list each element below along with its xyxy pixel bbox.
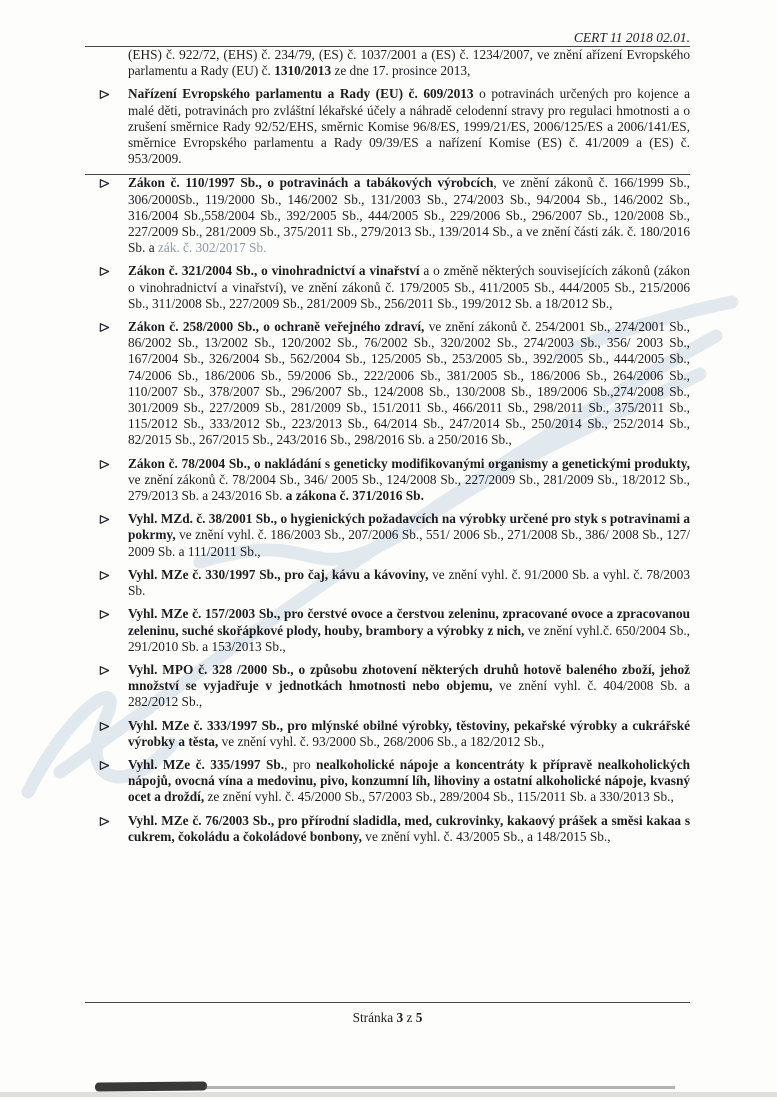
item-text: [128, 757, 690, 806]
page-number: 3: [396, 1010, 404, 1025]
arrow-bullet-icon: [85, 263, 128, 312]
arrow-bullet-icon: [85, 567, 128, 599]
text-run: Vyhl. MZe č. 335/1997 Sb.: [128, 756, 285, 772]
text-run: ve znění vyhl.č. 650/2004 Sb., 291/2010 Sb. a 153/2013 Sb.,: [128, 622, 690, 654]
text-run: , ve znění zákonů č. 166/1999 Sb., 306/2000Sb., 119/2000 Sb., 146/2002 Sb., 131/2003 Sb., 274/2003 Sb., 94/2004 Sb., 146/2002 Sb., 316/2004 Sb.,558/2004 Sb., 392/2005 Sb., 444/2005 Sb., 229/2006 Sb., 296/2007 Sb., 120/2008 Sb., 227/2009 Sb., 281/2009 Sb., 375/2011 Sb., 279/2013 Sb., 139/2014 Sb., a ve znění části zák. č. 180/2016 Sb. a: [128, 175, 690, 256]
item-text: [128, 718, 690, 750]
of-label: z: [406, 1010, 413, 1025]
text-run: Nařízení Evropského parlamentu a Rady (EU) č. 609/2013: [128, 86, 474, 102]
list-item: [85, 606, 690, 655]
list-item: [85, 662, 690, 711]
page-indicator: [85, 1010, 690, 1026]
item-text: [128, 662, 690, 711]
text-run: Vyhl. MZe č. 157/2003 Sb., pro čerstvé ovoce a čerstvou zeleninu, zpracované ovoce a zpracovanou zeleninu, suché skořápkové plody, houby, brambory a výrobky z nich,: [128, 606, 690, 638]
text-run: , pro: [284, 756, 317, 772]
text-run: Vyhl. MPO č. 328 /2000 Sb., o způsobu zhotovení některých druhů hotově baleného zboží, jehož množství se vyjadřuje v jednotkách hmotnosti nebo objemu,: [128, 661, 690, 694]
text-run: Vyhl. MZd. č. 38/2001 Sb., o hygienických požadavcích na výrobky určené pro styk s potravinami a pokrmy,: [128, 511, 690, 543]
page-footer: [85, 1002, 690, 1026]
item-text: [128, 813, 690, 845]
item-text: [128, 175, 690, 256]
text-run: ve znění zákonů č. 78/2004 Sb., 346/ 2005 Sb., 124/2008 Sb., 227/2009 Sb., 281/2009 Sb., 18/2012 Sb., 279/2013 Sb. a 243/2016 Sb.: [128, 471, 690, 504]
text-run: zák. č. 302/2017 Sb.: [157, 240, 267, 256]
item-text: [128, 456, 690, 505]
item-text: [128, 319, 690, 449]
list-item: [85, 456, 690, 505]
scan-artifact-line: [205, 1086, 675, 1089]
text-run: ze znění vyhl. č. 45/2000 Sb., 57/2003 Sb., 289/2004 Sb., 115/2011 Sb. a 330/2013 Sb.,: [204, 789, 674, 805]
list-item: [85, 813, 690, 845]
text-run: ve znění zákonů č. 254/2001 Sb., 274/2001 Sb., 86/2002 Sb., 13/2002 Sb., 120/2002 Sb., 76/2002 Sb., 320/2002 Sb., 274/2003 Sb., 356/ 2003 Sb., 167/2004 Sb., 326/2004 Sb., 562/2004 Sb., 125/2005 Sb., 253/2005 Sb., 392/2005 Sb., 444/2005 Sb., 74/2006 Sb., 186/2006 Sb., 59/2006 Sb., 222/2006 Sb., 381/2005 Sb., 186/2006 Sb., 264/2006 Sb., 110/2007 Sb., 378/2007 Sb., 296/2007 Sb., 124/2008 Sb., 130/2008 Sb., 189/2006 Sb.,274/2008 Sb., 301/2009 Sb., 227/2009 Sb., 281/2009 Sb., 151/2011 Sb., 466/2011 Sb., 298/2011 Sb., 375/2011 Sb., 115/2012 Sb., 333/2012 Sb., 223/2013 Sb., 64/2014 Sb., 247/2014 Sb., 250/2014 Sb., 252/2014 Sb., 82/2015 Sb., 267/2015 Sb., 243/2016 Sb., 298/2016 Sb. a 250/2016 Sb.,: [128, 319, 691, 448]
text-run: (EHS) č. 922/72, (EHS) č. 234/79, (ES) č. 1037/2001 a (ES) č. 1234/2007, ve znění ařízení Evropského parlamentu a Rady (EU) č.: [128, 47, 690, 79]
list-item: [85, 175, 690, 256]
document-body: [85, 0, 690, 852]
total-pages: 5: [415, 1010, 423, 1025]
scan-edge: [0, 1092, 777, 1097]
text-run: a o změně některých souvisejících zákonů (zákon o vinohradnictví a vinařství), ve znění zákonů č. 179/2005 Sb., 411/2005 Sb., 444/2005 Sb., 215/2006 Sb., 311/2008 Sb., 227/2009 Sb., 281/2009 Sb., 256/2011 Sb., 199/2012 Sb. a 18/2012 Sb.,: [128, 263, 690, 311]
continuation-paragraph: [85, 47, 690, 79]
arrow-bullet-icon: [85, 718, 128, 750]
text-run: Vyhl. MZe č. 76/2003 Sb., pro přírodní sladidla, med, cukrovinky, kakaový prášek a směsi kakaa s cukrem, čokoládu a čokoládové bonbony,: [128, 812, 690, 844]
text-run: o potravinách určených pro kojence a malé děti, potravinách pro zvláštní lékařské účely a náhradě celodenní stravy pro regulaci hmotnosti a o zrušení směrnice Rady 92/52/EHS, směrnic Komise 96/8/ES, 1999/21/ES, 2006/125/ES a 2006/141/ES, směrnice Evropského parlamentu a Rady 09/39/ES a nařízení Komise (ES) č. 41/2009 a (ES) č. 953/2009.: [128, 86, 690, 167]
text-run: ve znění vyhl. č. 186/2003 Sb., 207/2006 Sb., 551/ 2006 Sb., 271/2008 Sb., 386/ 2008 Sb., 127/ 2009 Sb. a 111/2011 Sb.,: [128, 527, 690, 559]
arrow-bullet-icon: [85, 606, 128, 655]
list-item: [85, 718, 690, 750]
text-run: ze dne 17. prosince 2013,: [331, 63, 471, 79]
item-text: [128, 263, 690, 312]
list-item: [85, 263, 690, 312]
text-run: ve znění vyhl. č. 43/2005 Sb., a 148/2015 Sb.,: [361, 828, 611, 844]
text-run: Vyhl. MZe č. 333/1997 Sb., pro mlýnské obilné výrobky, těstoviny, pekařské výrobky a cukrářské výrobky a těsta,: [128, 717, 690, 749]
item-text: [128, 606, 690, 655]
text-run: Zákon č. 110/1997 Sb., o potravinách a tabákových výrobcích: [128, 175, 494, 191]
arrow-bullet-icon: [85, 662, 128, 711]
arrow-bullet-icon: [85, 813, 128, 845]
list-item: [85, 319, 690, 449]
scan-artifact-smudge: [95, 1081, 207, 1091]
page-label: Stránka: [352, 1010, 394, 1025]
text-run: a zákona č. 371/2016 Sb.: [285, 488, 424, 504]
arrow-bullet-icon: [85, 511, 128, 560]
text-run: Vyhl. MZe č. 330/1997 Sb., pro čaj, kávu a kávoviny,: [128, 566, 429, 582]
list-item: [85, 567, 690, 599]
item-text: [128, 86, 690, 167]
section-eu-regulations: [85, 47, 690, 167]
text-run: Zákon č. 321/2004 Sb., o vinohradnictví a vinařství: [128, 263, 420, 279]
section-national-legislation: [85, 175, 690, 845]
arrow-bullet-icon: [85, 319, 128, 449]
text-run: ve znění vyhl. č. 91/2000 Sb. a vyhl. č. 78/2003 Sb.: [128, 566, 690, 599]
list-item: [85, 757, 690, 806]
document-reference: CERT 11 2018 02.01.: [573, 30, 690, 45]
text-run: Zákon č. 258/2000 Sb., o ochraně veřejného zdraví,: [128, 319, 425, 335]
text-run: 1310/2013: [274, 63, 332, 79]
text-run: Zákon č. 78/2004 Sb., o nakládání s geneticky modifikovanými organismy a genetickými produkty,: [128, 455, 690, 471]
text-run: ve znění vyhl. č. 93/2000 Sb., 268/2006 Sb., a 182/2012 Sb.,: [218, 733, 545, 749]
list-item: [85, 511, 690, 560]
legal-list: [85, 47, 690, 845]
text-run: nealkoholické nápoje a koncentráty k přípravě nealkoholických nápojů, ovocná vína a medovinu, pivo, konzumní líh, lihoviny a ostatní alkoholické nápoje, kvasný ocet a droždí,: [128, 756, 690, 805]
item-text: [128, 47, 690, 79]
arrow-bullet-icon: [85, 456, 128, 505]
text-run: ve znění vyhl. č. 404/2008 Sb. a 282/2012 Sb.,: [128, 678, 691, 710]
arrow-bullet-icon: [85, 86, 128, 167]
item-text: [128, 511, 690, 560]
footer-rule: [85, 1002, 690, 1003]
arrow-bullet-icon: [85, 175, 128, 256]
list-item: [85, 86, 690, 167]
arrow-bullet-icon: [85, 757, 128, 806]
item-text: [128, 567, 690, 599]
